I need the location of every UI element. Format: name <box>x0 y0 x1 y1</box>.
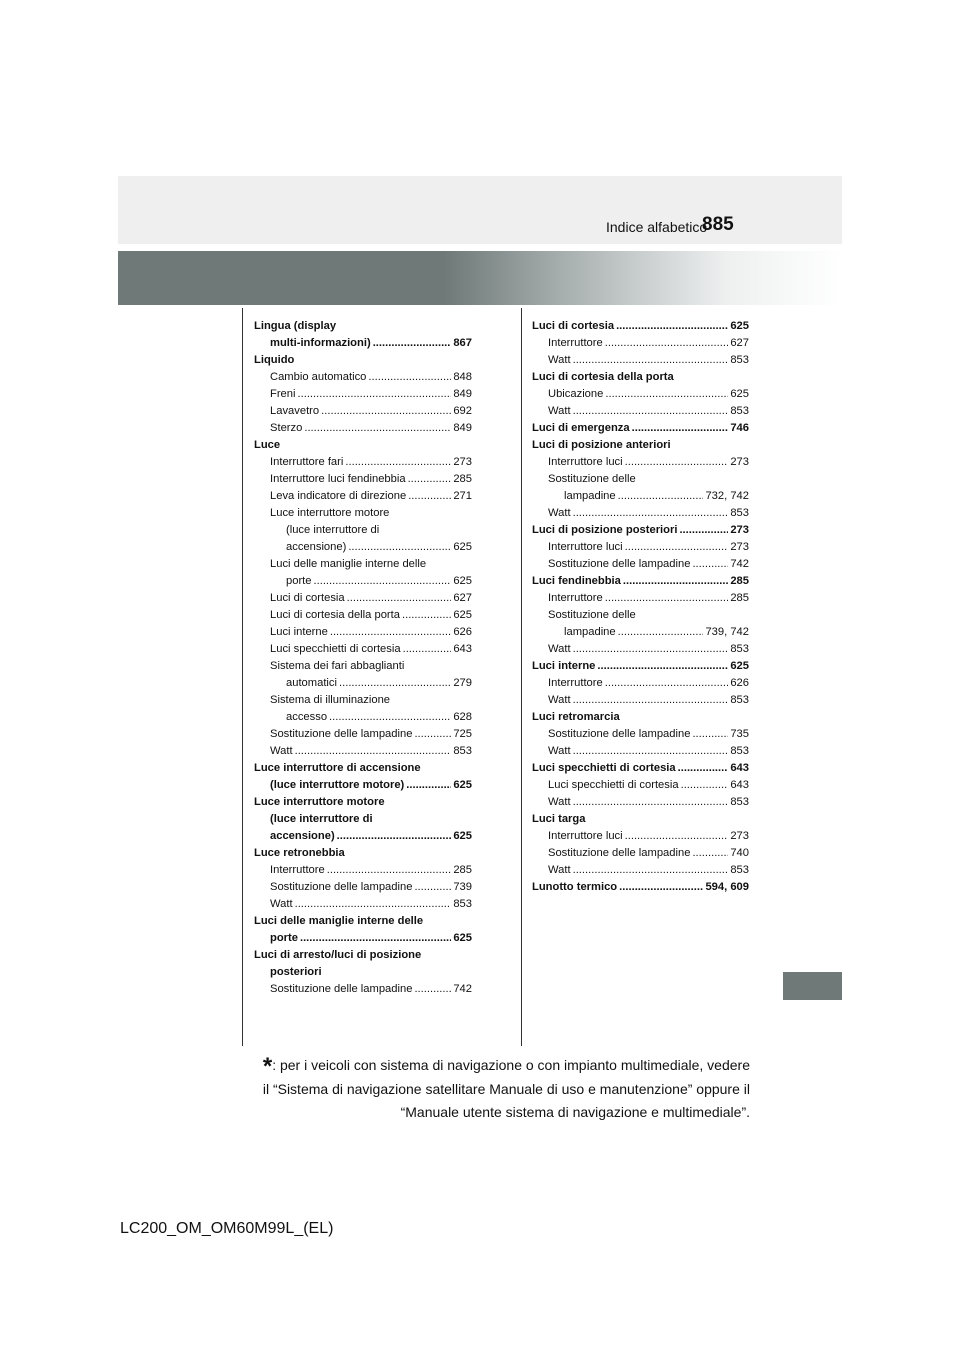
dot-leader <box>300 930 451 947</box>
index-entry <box>254 420 472 437</box>
index-entry-text: Ubicazione <box>548 388 604 400</box>
index-entry <box>532 539 749 556</box>
index-entry-text: Luce retronebbia <box>254 847 345 859</box>
index-entry <box>532 777 749 794</box>
index-entry <box>532 488 749 505</box>
index-entry <box>532 743 749 760</box>
index-entry-text: porte <box>286 575 312 587</box>
index-entry-page: 643 <box>453 643 472 655</box>
dot-leader <box>618 488 704 505</box>
index-entry <box>254 437 472 454</box>
index-entry-text: Sostituzione delle lampadine <box>548 558 691 570</box>
index-entry-page: 625 <box>453 779 472 791</box>
index-entry-text: (luce interruttore motore) <box>270 779 405 791</box>
index-entry <box>254 624 472 641</box>
index-entry-text: lampadine <box>564 490 616 502</box>
dot-leader <box>337 828 452 845</box>
index-entry-text: Watt <box>548 507 571 519</box>
index-entry-text: lampadine <box>564 626 616 638</box>
dot-leader <box>618 624 704 641</box>
dot-leader <box>605 386 728 403</box>
index-entry-page: 853 <box>730 796 749 808</box>
dot-leader <box>327 862 452 879</box>
decorative-gradient-bar <box>118 251 842 305</box>
column-divider-left <box>242 308 243 1046</box>
index-entry-page: 285 <box>453 473 472 485</box>
index-entry-text: Watt <box>548 643 571 655</box>
index-entry <box>532 335 749 352</box>
index-entry <box>254 641 472 658</box>
index-entry <box>532 862 749 879</box>
index-entry-page: 594, 609 <box>705 881 749 893</box>
index-entry <box>254 692 472 709</box>
index-entry-text: Luci di cortesia <box>532 320 615 332</box>
dot-leader <box>414 726 451 743</box>
index-entry <box>254 522 472 539</box>
section-thumb-tab <box>783 972 842 1000</box>
dot-leader <box>623 573 728 590</box>
index-entry-page: 853 <box>730 643 749 655</box>
dot-leader <box>616 318 728 335</box>
index-entry-text: (luce interruttore di <box>286 524 380 536</box>
dot-leader <box>573 692 729 709</box>
index-entry-page: 625 <box>730 660 749 672</box>
index-entry <box>532 573 749 590</box>
index-entry-text: Watt <box>548 405 571 417</box>
index-entry <box>532 760 749 777</box>
index-entry-text: Sostituzione delle lampadine <box>270 728 413 740</box>
index-entry-page: 853 <box>730 694 749 706</box>
footnote-marker: * <box>262 1053 273 1080</box>
index-entry-page: 853 <box>453 745 472 757</box>
index-entry <box>254 896 472 913</box>
index-entry <box>254 658 472 675</box>
index-entry <box>532 658 749 675</box>
index-entry-page: 625 <box>453 932 472 944</box>
index-entry <box>254 573 472 590</box>
index-entry-text: Sostituzione delle lampadine <box>270 881 413 893</box>
dot-leader <box>314 573 452 590</box>
index-entry <box>532 811 749 828</box>
index-entry-page: 725 <box>453 728 472 740</box>
index-entry-text: Sostituzione delle lampadine <box>270 983 413 995</box>
index-entry-text: Interruttore luci fendinebbia <box>270 473 406 485</box>
index-entry <box>532 828 749 845</box>
index-entry-text: Interruttore luci <box>548 830 623 842</box>
index-entry-text: Luci retromarcia <box>532 711 620 723</box>
index-entry <box>254 488 472 505</box>
dot-leader <box>339 675 451 692</box>
index-entry-page: 849 <box>453 422 472 434</box>
index-entry-text: Interruttore luci <box>548 456 623 468</box>
index-entry-text: Luci di cortesia <box>270 592 345 604</box>
index-entry <box>254 675 472 692</box>
index-entry-text: Watt <box>548 796 571 808</box>
index-entry-text: Luci specchietti di cortesia <box>532 762 676 774</box>
dot-leader <box>573 794 729 811</box>
index-entry-page: 625 <box>453 609 472 621</box>
index-entry-page: 273 <box>730 541 749 553</box>
index-entry <box>254 556 472 573</box>
index-entry <box>254 964 472 981</box>
index-entry-page: 285 <box>730 575 749 587</box>
index-entry-page: 643 <box>730 779 749 791</box>
dot-leader <box>304 420 451 437</box>
index-entry <box>532 879 749 896</box>
index-entry-text: Luce interruttore motore <box>254 796 385 808</box>
dot-leader <box>605 675 729 692</box>
dot-leader <box>414 981 451 998</box>
index-entry <box>254 471 472 488</box>
index-entry <box>532 437 749 454</box>
index-entry-page: 692 <box>453 405 472 417</box>
index-entry-text: Sistema dei fari abbaglianti <box>270 660 405 672</box>
index-entry-text: Luci interne <box>532 660 596 672</box>
dot-leader <box>573 352 729 369</box>
index-entry-text: Sistema di illuminazione <box>270 694 391 706</box>
index-entry <box>254 879 472 896</box>
index-entry <box>532 692 749 709</box>
dot-leader <box>348 539 451 556</box>
index-entry-text: Luci targa <box>532 813 586 825</box>
index-entry <box>254 709 472 726</box>
index-entry-text: porte <box>270 932 298 944</box>
index-entry-page: 271 <box>453 490 472 502</box>
index-entry-text: Luci di arresto/luci di posizione <box>254 949 422 961</box>
index-entry-page: 853 <box>730 864 749 876</box>
dot-leader <box>625 539 729 556</box>
index-entry <box>532 590 749 607</box>
index-entry <box>254 947 472 964</box>
index-entry-page: 739, 742 <box>705 626 749 638</box>
index-entry-page: 273 <box>730 830 749 842</box>
index-entry-text: Freni <box>270 388 296 400</box>
index-entry <box>532 420 749 437</box>
index-entry <box>254 505 472 522</box>
index-entry-text: Sterzo <box>270 422 303 434</box>
index-entry <box>532 471 749 488</box>
index-entry-page: 739 <box>453 881 472 893</box>
index-entry-text: Luci fendinebbia <box>532 575 621 587</box>
index-entry-page: 735 <box>730 728 749 740</box>
dot-leader <box>573 862 729 879</box>
index-entry-text: Lingua (display <box>254 320 337 332</box>
index-entry-text: accensione) <box>270 830 335 842</box>
index-entry <box>254 777 472 794</box>
dot-leader <box>573 641 729 658</box>
dot-leader <box>345 454 451 471</box>
dot-leader <box>605 335 729 352</box>
index-entry-page: 625 <box>730 388 749 400</box>
index-entry <box>532 352 749 369</box>
index-entry <box>254 760 472 777</box>
index-entry <box>254 369 472 386</box>
dot-leader <box>347 590 452 607</box>
index-entry <box>254 811 472 828</box>
index-entry <box>532 794 749 811</box>
dot-leader <box>408 471 452 488</box>
footnote <box>258 1054 750 1124</box>
index-entry-text: Interruttore <box>548 677 603 689</box>
index-entry-page: 742 <box>453 983 472 995</box>
index-entry-page: 643 <box>730 762 749 774</box>
index-entry-text: Luci di cortesia della porta <box>532 371 674 383</box>
index-entry-text: Interruttore <box>548 592 603 604</box>
index-entry-text: Watt <box>270 898 293 910</box>
index-entry <box>532 675 749 692</box>
index-entry-text: Watt <box>548 745 571 757</box>
index-entry-text: automatici <box>286 677 337 689</box>
index-entry-text: posteriori <box>270 966 322 978</box>
index-entry-page: 628 <box>453 711 472 723</box>
dot-leader <box>692 726 728 743</box>
index-entry-text: Luci interne <box>270 626 328 638</box>
index-entry <box>254 352 472 369</box>
index-entry-text: Sostituzione delle lampadine <box>548 847 691 859</box>
section-title: Indice alfabetico <box>606 219 708 235</box>
index-entry-text: accesso <box>286 711 328 723</box>
index-entry-text: Watt <box>270 745 293 757</box>
index-entry-text: Watt <box>548 694 571 706</box>
index-entry-text: Luci specchietti di cortesia <box>548 779 679 791</box>
dot-leader <box>403 641 452 658</box>
column-divider-right <box>521 308 522 1046</box>
index-entry-page: 279 <box>453 677 472 689</box>
index-entry-text: Sostituzione delle lampadine <box>548 728 691 740</box>
index-entry-page: 740 <box>730 847 749 859</box>
index-entry-page: 746 <box>730 422 749 434</box>
index-entry-text: multi-informazioni) <box>270 337 371 349</box>
index-entry <box>254 726 472 743</box>
index-entry-text: Luce interruttore di accensione <box>254 762 421 774</box>
index-entry-text: Lunotto termico <box>532 881 618 893</box>
footnote-text: : per i veicoli con sistema di navigazione o con impianto multimediale, vedere il “Sistema di navigazione satellitare Manuale di uso e manutenzione” oppure il “Manuale utente sistema di navigazione e multimediale”. <box>262 1057 750 1120</box>
index-entry <box>254 862 472 879</box>
index-entry <box>532 369 749 386</box>
index-entry-text: Lavavetro <box>270 405 320 417</box>
dot-leader <box>679 522 728 539</box>
index-entry-page: 849 <box>453 388 472 400</box>
dot-leader <box>295 743 452 760</box>
index-entry-page: 625 <box>730 320 749 332</box>
index-entry-text: Luce interruttore motore <box>270 507 390 519</box>
index-entry <box>254 607 472 624</box>
index-entry-page: 285 <box>730 592 749 604</box>
index-entry <box>532 556 749 573</box>
index-entry-page: 853 <box>730 745 749 757</box>
index-entry <box>532 624 749 641</box>
index-entry-text: Luci di posizione posteriori <box>532 524 678 536</box>
dot-leader <box>632 420 729 437</box>
index-entry <box>532 403 749 420</box>
index-entry <box>254 913 472 930</box>
index-entry <box>254 930 472 947</box>
dot-leader <box>597 658 728 675</box>
dot-leader <box>619 879 703 896</box>
index-entry <box>532 845 749 862</box>
dot-leader <box>573 403 729 420</box>
index-entry <box>254 539 472 556</box>
dot-leader <box>321 403 451 420</box>
index-entry-text: (luce interruttore di <box>270 813 373 825</box>
index-entry-page: 853 <box>730 507 749 519</box>
index-entry <box>532 726 749 743</box>
index-entry-text: Watt <box>548 864 571 876</box>
index-entry <box>254 828 472 845</box>
index-entry-page: 732, 742 <box>705 490 749 502</box>
index-entry-page: 285 <box>453 864 472 876</box>
dot-leader <box>329 709 451 726</box>
index-entry <box>254 743 472 760</box>
index-entry <box>254 981 472 998</box>
index-entry <box>532 454 749 471</box>
index-entry <box>532 522 749 539</box>
index-entry <box>532 505 749 522</box>
index-entry-text: Luci di posizione anteriori <box>532 439 671 451</box>
index-entry-page: 848 <box>453 371 472 383</box>
index-entry-page: 853 <box>453 898 472 910</box>
dot-leader <box>373 335 452 352</box>
document-code: LC200_OM_OM60M99L_(EL) <box>120 1220 334 1237</box>
index-entry-text: Luci delle maniglie interne delle <box>270 558 427 570</box>
dot-leader <box>406 777 451 794</box>
index-entry-page: 626 <box>453 626 472 638</box>
index-entry-text: Luci di cortesia della porta <box>270 609 400 621</box>
index-entry <box>254 318 472 335</box>
index-entry <box>254 403 472 420</box>
index-entry-page: 625 <box>453 541 472 553</box>
index-entry-text: accensione) <box>286 541 347 553</box>
dot-leader <box>605 590 729 607</box>
page-number: 885 <box>702 214 734 235</box>
index-entry-text: Luce <box>254 439 281 451</box>
index-entry-text: Sostituzione delle <box>548 609 636 621</box>
index-entry-page: 853 <box>730 354 749 366</box>
dot-leader <box>414 879 451 896</box>
dot-leader <box>678 760 729 777</box>
dot-leader <box>692 556 728 573</box>
dot-leader <box>573 743 729 760</box>
dot-leader <box>298 386 452 403</box>
index-entry-page: 627 <box>730 337 749 349</box>
index-entry <box>254 590 472 607</box>
index-entry <box>532 709 749 726</box>
index-entry <box>254 794 472 811</box>
index-entry-page: 627 <box>453 592 472 604</box>
index-entry-page: 625 <box>453 830 472 842</box>
index-entry-text: Interruttore fari <box>270 456 344 468</box>
index-column-right <box>532 318 749 896</box>
index-entry-page: 273 <box>730 524 749 536</box>
index-entry <box>532 386 749 403</box>
dot-leader <box>402 607 451 624</box>
index-entry-text: Interruttore <box>270 864 325 876</box>
index-entry <box>254 845 472 862</box>
index-entry <box>532 318 749 335</box>
index-entry <box>254 454 472 471</box>
dot-leader <box>573 505 729 522</box>
index-entry-text: Cambio automatico <box>270 371 367 383</box>
index-entry-page: 273 <box>730 456 749 468</box>
index-entry-text: Sostituzione delle <box>548 473 636 485</box>
index-entry-text: Luci specchietti di cortesia <box>270 643 401 655</box>
dot-leader <box>330 624 451 641</box>
dot-leader <box>295 896 452 913</box>
dot-leader <box>368 369 451 386</box>
dot-leader <box>692 845 728 862</box>
index-entry <box>532 607 749 624</box>
index-entry-text: Watt <box>548 354 571 366</box>
dot-leader <box>408 488 451 505</box>
dot-leader <box>625 454 729 471</box>
dot-leader <box>625 828 729 845</box>
index-entry-text: Liquido <box>254 354 295 366</box>
index-entry-page: 273 <box>453 456 472 468</box>
index-entry-page: 625 <box>453 575 472 587</box>
index-entry-text: Leva indicatore di direzione <box>270 490 407 502</box>
index-entry-text: Interruttore <box>548 337 603 349</box>
index-entry-page: 853 <box>730 405 749 417</box>
index-entry-text: Interruttore luci <box>548 541 623 553</box>
index-entry-page: 742 <box>730 558 749 570</box>
index-entry <box>254 335 472 352</box>
index-entry <box>254 386 472 403</box>
dot-leader <box>681 777 729 794</box>
index-entry-page: 626 <box>730 677 749 689</box>
index-entry-text: Luci di emergenza <box>532 422 630 434</box>
index-entry-text: Luci delle maniglie interne delle <box>254 915 424 927</box>
index-entry <box>532 641 749 658</box>
index-column-left <box>254 318 472 998</box>
index-entry-page: 867 <box>453 337 472 349</box>
